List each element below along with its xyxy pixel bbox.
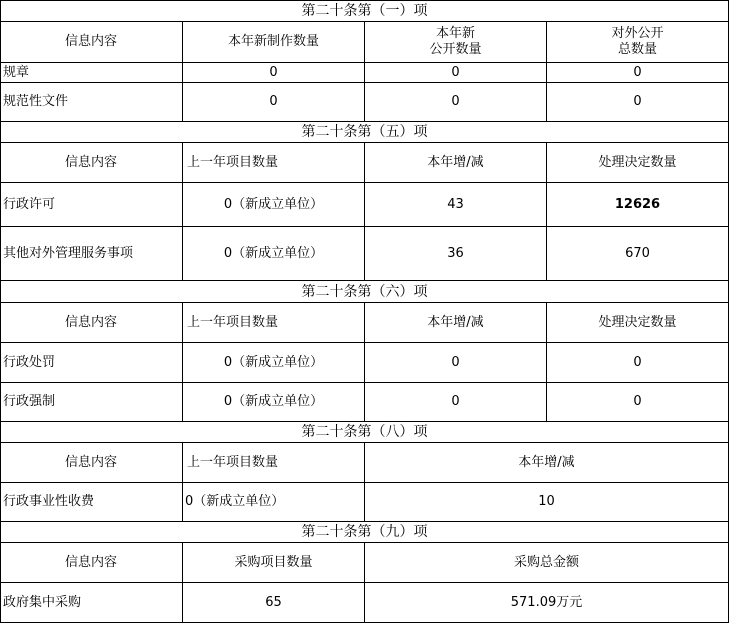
table-cell: 0 (633, 354, 642, 370)
table-cell: 0 (269, 94, 278, 109)
section-title: 第二十条第（一）项 (301, 3, 428, 19)
section-title: 第二十条第（九）项 (301, 524, 428, 540)
header-decision-count: 处理决定数量 (598, 314, 677, 330)
table-cell: 12626 (614, 196, 661, 212)
header-info-content: 信息内容 (64, 34, 117, 49)
table-cell: 0 (633, 394, 642, 409)
header-purchase-amount: 采购总金额 (513, 554, 579, 570)
header-info-content: 信息内容 (64, 314, 117, 330)
header-prev-year-count: 上一年项目数量 (187, 454, 279, 470)
table-cell: 0 (451, 394, 460, 409)
row-label: 行政强制 (3, 394, 56, 409)
header-line: 公开数量 (429, 42, 482, 57)
header-info-content: 信息内容 (64, 154, 117, 170)
header-prev-year-count: 上一年项目数量 (187, 314, 279, 330)
table-cell: 0（新成立单位） (223, 196, 324, 212)
header-purchase-count: 采购项目数量 (234, 554, 313, 570)
header-info-content: 信息内容 (64, 454, 117, 470)
section-title: 第二十条第（八）项 (301, 424, 428, 440)
row-label: 行政事业性收费 (3, 494, 95, 509)
row-label: 行政处罚 (3, 354, 56, 370)
section-title: 第二十条第（六）项 (301, 283, 428, 300)
header-new-made-count: 本年新制作数量 (227, 34, 319, 49)
header-change: 本年增/减 (427, 314, 484, 330)
header-change: 本年增/减 (518, 454, 575, 470)
table-cell: 36 (447, 245, 464, 261)
table-cell: 0 (633, 94, 642, 109)
table-cell: 0 (451, 354, 460, 370)
table-cell: 0（新成立单位） (223, 354, 324, 370)
header-line: 对外公开 (611, 26, 664, 41)
header-line: 总数量 (617, 42, 657, 57)
table-cell: 0（新成立单位） (223, 245, 324, 261)
table-cell: 0（新成立单位） (185, 494, 285, 509)
header-line: 本年新 (435, 26, 475, 41)
row-label: 政府集中采购 (3, 594, 82, 610)
row-label: 行政许可 (3, 196, 56, 212)
table-cell: 43 (447, 196, 464, 212)
section-title: 第二十条第（五）项 (301, 124, 428, 140)
table-cell: 0（新成立单位） (223, 394, 324, 409)
header-info-content: 信息内容 (64, 554, 117, 570)
header-total-public-count (547, 22, 728, 62)
table-cell: 10 (538, 494, 555, 509)
header-change: 本年增/减 (427, 154, 484, 170)
header-prev-year-count: 上一年项目数量 (187, 154, 279, 170)
table-cell: 0 (451, 64, 460, 80)
table-cell: 0 (633, 64, 642, 80)
row-label: 其他对外管理服务事项 (3, 245, 134, 261)
row-label: 规范性文件 (3, 94, 69, 109)
table-cell: 0 (451, 94, 460, 109)
table-cell: 0 (269, 64, 278, 80)
header-new-public-count (365, 22, 546, 62)
header-decision-count: 处理决定数量 (598, 154, 677, 170)
table-cell: 670 (625, 245, 650, 261)
table-cell: 571.09万元 (510, 594, 583, 610)
table-cell: 65 (265, 594, 282, 610)
row-label: 规章 (3, 64, 30, 80)
